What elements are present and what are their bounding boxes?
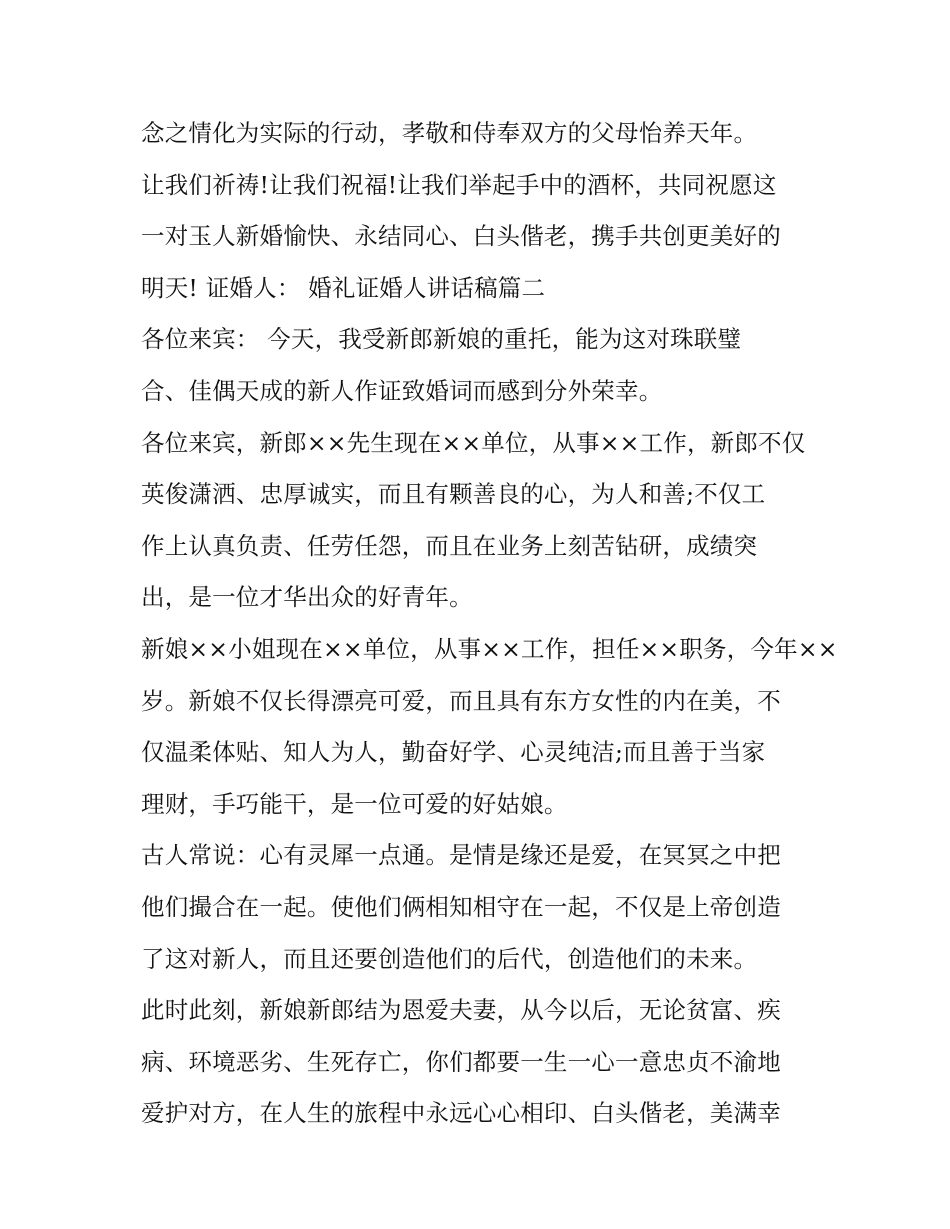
text-line: 各位来宾，新郎××先生现在××单位，从事××工作，新郎不仅 [141, 428, 806, 457]
text-line: 爱护对方，在人生的旅程中永远心心相印、白头偕老，美满幸 [141, 1099, 781, 1128]
text-line: 各位来宾： 今天，我受新郎新娘的重托，能为这对珠联璧 [141, 325, 742, 354]
text-line: 合、佳偶天成的新人作证致婚词而感到分外荣幸。 [141, 376, 663, 405]
text-line: 仅温柔体贴、知人为人，勤奋好学、心灵纯洁;而且善于当家 [141, 738, 766, 767]
text-line: 他们撮合在一起。使他们俩相知相守在一起，不仅是上帝创造 [141, 892, 781, 921]
text-line: 作上认真负责、任劳任怨，而且在业务上刻苦钻研，成绩突 [141, 531, 758, 560]
text-line: 让我们祈祷!让我们祝福!让我们举起手中的酒杯，共同祝愿这 [141, 170, 777, 199]
text-line: 英俊潇洒、忠厚诚实，而且有颗善良的心，为人和善;不仅工 [141, 480, 766, 509]
text-line: 岁。新娘不仅长得漂亮可爱，而且具有东方女性的内在美，不 [141, 686, 781, 715]
text-line: 明天! 证婚人： 婚礼证婚人讲话稿篇二 [141, 273, 546, 302]
text-line: 理财，手巧能干，是一位可爱的好姑娘。 [141, 789, 568, 818]
text-line: 此时此刻，新娘新郎结为恩爱夫妻，从今以后，无论贫富、疾 [141, 996, 781, 1025]
text-line: 了这对新人，而且还要创造他们的后代，创造他们的未来。 [141, 944, 758, 973]
body-text [141, 108, 838, 1140]
text-line: 出，是一位才华出众的好青年。 [141, 583, 473, 612]
text-line: 一对玉人新婚愉快、永结同心、白头偕老，携手共创更美好的 [141, 222, 781, 251]
text-line: 古人常说：心有灵犀一点通。是情是缘还是爱，在冥冥之中把 [141, 841, 781, 870]
text-line: 病、环境恶劣、生死存亡，你们都要一生一心一意忠贞不渝地 [141, 1047, 781, 1076]
text-line: 新娘××小姐现在××单位，从事××工作，担任××职务，今年×× [141, 634, 838, 663]
text-line: 念之情化为实际的行动，孝敬和侍奉双方的父母怡养天年。 [141, 119, 758, 147]
